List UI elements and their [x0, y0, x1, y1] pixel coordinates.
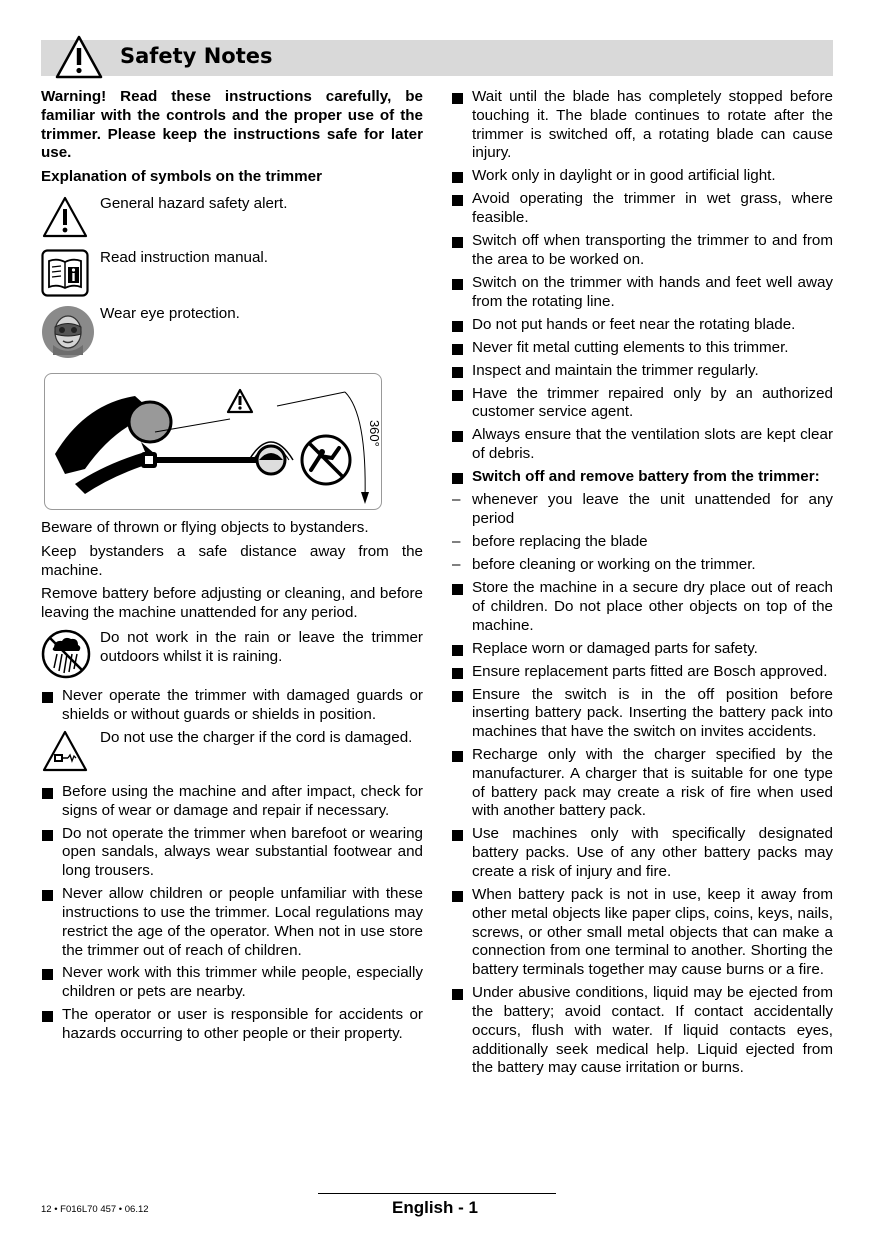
list-item: Always ensure that the ventilation slots are kept clear of debris.	[451, 426, 833, 464]
list-item: Never fit metal cutting elements to this trimmer.	[451, 339, 833, 358]
bullet-square-icon	[452, 668, 463, 679]
bullet-square-icon	[452, 172, 463, 183]
para-remove-battery: Remove battery before adjusting or cleaning, and before leaving the machine unattended for any period.	[41, 585, 423, 622]
left-column	[41, 88, 423, 1048]
list-item: Replace worn or damaged parts for safety.	[451, 640, 833, 659]
section-header	[41, 40, 833, 76]
bullet-square-icon	[452, 279, 463, 290]
manual-book-icon	[41, 249, 89, 303]
footer-doc-code: 12 • F016L70 457 • 06.12	[41, 1204, 149, 1215]
thrown-objects-figure	[44, 373, 382, 510]
hazard-triangle-icon	[41, 195, 89, 245]
list-item: Under abusive conditions, liquid may be ejected from the battery; avoid contact. If contact accidentally occurs, flush with water. If liquid contacts eyes, additionally seek medical help. Liquid ejected from the battery may cause irritation or burns.	[451, 984, 833, 1078]
bullet-square-icon	[42, 788, 53, 799]
symbol-eye	[41, 305, 423, 361]
rotation-label: 360°	[366, 419, 382, 447]
symbol-manual-text: Read instruction manual.	[100, 248, 268, 266]
symbol-manual	[41, 249, 423, 303]
damaged-charger-icon	[41, 729, 89, 779]
list-item: Do not operate the trimmer when barefoot or wearing open sandals, always wear substantial footwear and long trousers.	[41, 825, 423, 881]
bullet-square-icon	[42, 890, 53, 901]
list-item: Never allow children or people unfamiliar with these instructions to use the trimmer. Local regulations may restrict the age of the operator. When not in use store the trimmer out of reach of children.	[41, 885, 423, 960]
symbol-charger-text: Do not use the charger if the cord is damaged.	[100, 728, 413, 746]
list-item: Wait until the blade has completely stopped before touching it. The blade continues to rotate after the trimmer is switched off, a rotating blade can cause injury.	[451, 88, 833, 163]
list-item: The operator or user is responsible for accidents or hazards occurring to other people or their property.	[41, 1006, 423, 1044]
bullet-square-icon	[452, 367, 463, 378]
footer-page-label: English - 1	[392, 1198, 478, 1217]
symbols-heading: Explanation of symbols on the trimmer	[41, 168, 323, 186]
warning-triangle-icon	[55, 35, 103, 84]
bullet-square-icon	[452, 751, 463, 762]
bullet-square-icon	[452, 237, 463, 248]
bullet-square-icon	[452, 473, 463, 484]
bullet-square-icon	[452, 891, 463, 902]
bullet-square-icon	[452, 431, 463, 442]
bullet-square-icon	[42, 692, 53, 703]
bullet-square-icon	[452, 645, 463, 656]
list-item: Before using the machine and after impact, check for signs of wear or damage and repair if necessary.	[41, 783, 423, 821]
list-item: Recharge only with the charger specified by the manufacturer. A charger that is suitable for one type of battery pack may create a risk of fire when used with another battery pack.	[451, 746, 833, 821]
no-rain-icon	[41, 629, 91, 685]
bullet-square-icon	[452, 989, 463, 1000]
eye-protection-icon	[41, 305, 95, 365]
list-item: Switch off when transporting the trimmer to and from the area to be worked on.	[451, 232, 833, 270]
para-thrown-objects: Beware of thrown or flying objects to bystanders.	[41, 518, 369, 536]
bullet-square-icon	[452, 344, 463, 355]
list-item: Ensure the switch is in the off position before inserting battery pack. Inserting the battery pack into machines that have the switch on invites accidents.	[451, 686, 833, 742]
dash-item: – before replacing the blade	[452, 532, 648, 550]
symbol-rain	[41, 629, 423, 685]
symbol-general	[41, 195, 423, 247]
list-item: Work only in daylight or in good artificial light.	[451, 167, 833, 186]
list-item: Use machines only with specifically designated battery packs. Use of any other battery packs may create a risk of injury and fire.	[451, 825, 833, 881]
page-title: Safety Notes	[120, 44, 273, 68]
bullet-square-icon	[452, 830, 463, 841]
symbol-general-text: General hazard safety alert.	[100, 194, 288, 212]
bullet-square-icon	[42, 1011, 53, 1022]
dash-item: – before cleaning or working on the trimmer.	[452, 555, 756, 573]
bullet-square-icon	[452, 93, 463, 104]
list-item: When battery pack is not in use, keep it away from other metal objects like paper clips, coins, keys, nails, screws, or other small metal objects that can make a connection from one terminal to another. Shorting the battery terminals together may cause burns or a fire.	[451, 886, 833, 980]
bullet-square-icon	[452, 390, 463, 401]
bullet-square-icon	[42, 969, 53, 980]
list-item: Store the machine in a secure dry place out of reach of children. Do not place other objects on top of the machine.	[451, 579, 833, 635]
symbol-eye-text: Wear eye protection.	[100, 304, 240, 322]
bullet-square-icon	[42, 830, 53, 841]
trimmer-operator-illustration	[45, 374, 381, 509]
symbol-charger	[41, 729, 423, 781]
symbol-rain-text: Do not work in the rain or leave the trimmer outdoors whilst it is raining.	[100, 628, 423, 665]
list-item: Avoid operating the trimmer in wet grass, where feasible.	[451, 190, 833, 228]
list-item: Switch on the trimmer with hands and feet well away from the rotating line.	[451, 274, 833, 312]
list-item: Never work with this trimmer while people, especially children or pets are nearby.	[41, 964, 423, 1002]
intro-warning: Warning! Read these instructions carefully, be familiar with the controls and the proper use of the trimmer. Please keep the instructions safe for later use.	[41, 88, 423, 162]
bullet-square-icon	[452, 691, 463, 702]
bullet-square-icon	[452, 195, 463, 206]
bullet-square-icon	[452, 584, 463, 595]
list-item: Inspect and maintain the trimmer regularly.	[451, 362, 833, 381]
dash-item: – whenever you leave the unit unattended for any period	[452, 491, 833, 527]
list-item-emphasis: Switch off and remove battery from the trimmer:	[451, 468, 833, 487]
list-item: Ensure replacement parts fitted are Bosch approved.	[451, 663, 833, 682]
list-item: Do not put hands or feet near the rotating blade.	[451, 316, 833, 335]
para-bystanders: Keep bystanders a safe distance away from the machine.	[41, 542, 423, 579]
bullet-square-icon	[452, 321, 463, 332]
right-column	[451, 88, 833, 1082]
list-item: Have the trimmer repaired only by an authorized customer service agent.	[451, 385, 833, 423]
list-item: Never operate the trimmer with damaged guards or shields or without guards or shields in position.	[41, 687, 423, 725]
footer-divider	[318, 1193, 556, 1194]
